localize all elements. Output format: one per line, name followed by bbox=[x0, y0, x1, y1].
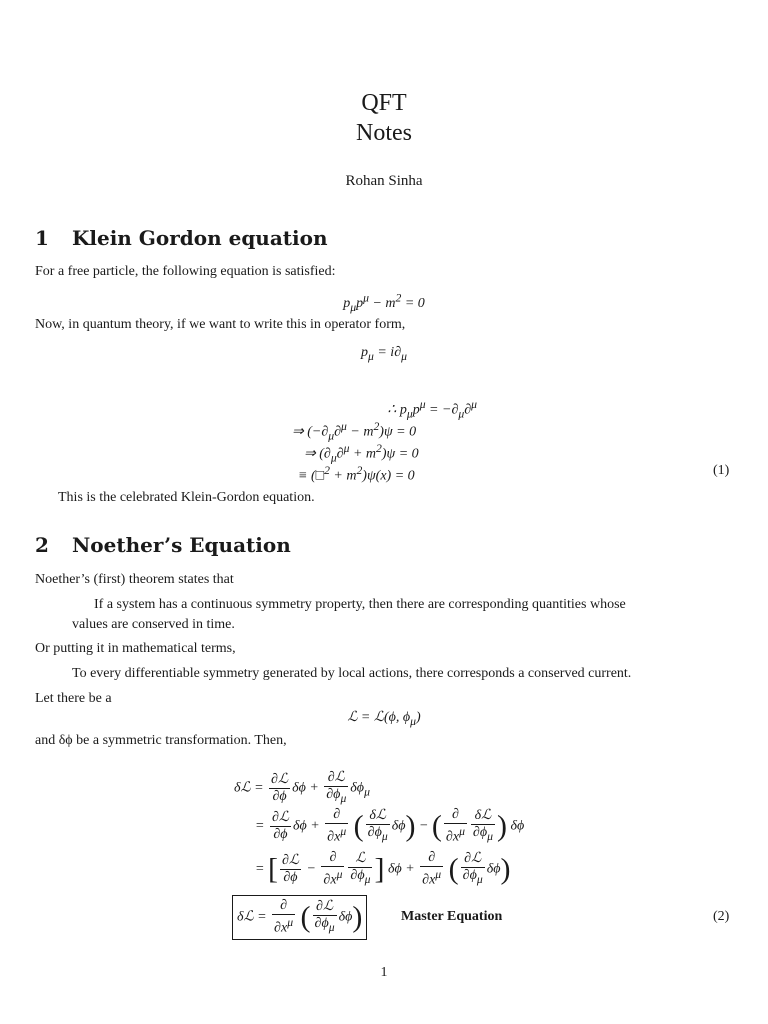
s1-equation-2 bbox=[0, 345, 768, 363]
frac: $\frac{\text{∂ℒ}}{\partial\phi_\mu}$ bbox=[326, 770, 347, 805]
s1-paragraph-3: This is the celebrated Klein-Gordon equation. bbox=[58, 490, 315, 505]
align-line-4: ≡ (□$^2$ + $m^2)\psi(x) = 0$ bbox=[298, 464, 415, 484]
s2-equation-1 bbox=[0, 709, 768, 728]
s1-align-block bbox=[292, 398, 492, 486]
section-1-heading bbox=[35, 226, 328, 250]
frac: $\frac{\text{δℒ}}{\partial\phi_\mu}$ bbox=[472, 807, 493, 843]
section-2-title: Noether’s Equation bbox=[72, 533, 291, 557]
frac: $\frac{\partial}{\partial x^\mu}$ bbox=[274, 898, 294, 936]
equation-tag-1: (1) bbox=[713, 463, 730, 478]
s1-eq2-text: $p_\mu = i\partial_\mu$ bbox=[361, 345, 407, 363]
master-equation-label: Master Equation bbox=[401, 909, 503, 924]
frac: $\frac{\text{∂ℒ}}{\partial\phi}$ bbox=[281, 852, 299, 885]
s2-quote-1-line-2: values are conserved in time. bbox=[72, 617, 235, 632]
derivation-line-1: δℒ = $\frac{\text{∂ℒ}}{\partial\phi}$ δϕ + $\frac{\text{∂ℒ}}{\partial\phi_\mu}$ $\delta\phi_\mu$ bbox=[234, 770, 370, 805]
s1-equation-1 bbox=[0, 291, 768, 313]
s2-quote-1-line-1: If a system has a continuous symmetry property, then there are corresponding quantities whose bbox=[94, 597, 626, 612]
align-line-2: ⇒ $(-\partial_\mu\partial^\mu - m^2)\psi = 0$ bbox=[292, 420, 417, 443]
derivation-line-2: = $\frac{\text{∂ℒ}}{\partial\phi}$ δϕ + $\frac{\partial}{\partial x^\mu}$ ( $\frac{\text{δℒ}}{\partial\phi_\mu}$ δϕ) − ( $\frac{\partial}{\partial x^\mu}$ $\frac{\text{δℒ}}{\partial\phi_\mu}$ ) δϕ bbox=[255, 807, 525, 845]
s2-paragraph-1: Noether’s (first) theorem states that bbox=[35, 572, 234, 587]
frac: $\frac{\partial}{\partial x^\mu}$ bbox=[445, 807, 465, 845]
author: Rohan Sinha bbox=[345, 173, 423, 189]
frac: $\frac{\partial}{\partial x^\mu}$ bbox=[327, 807, 347, 845]
s2-quote-2: To every differentiable symmetry generated by local actions, there corresponds a conserved current. bbox=[72, 666, 632, 681]
section-2-number: 2 bbox=[35, 533, 49, 557]
frac: $\frac{\text{ℒ}}{\partial\phi_\mu}$ bbox=[350, 850, 371, 886]
align-line-3: ⇒ $(\partial_\mu\partial^\mu + m^2)\psi = 0$ bbox=[304, 442, 419, 465]
frac: $\frac{\partial}{\partial x^\mu}$ bbox=[323, 850, 343, 888]
frac: $\frac{\partial}{\partial x^\mu}$ bbox=[422, 850, 442, 888]
s1-paragraph-2: Now, in quantum theory, if we want to write this in operator form, bbox=[35, 317, 406, 332]
section-1-title: Klein Gordon equation bbox=[72, 226, 328, 250]
frac: $\frac{\text{∂ℒ}}{\partial\phi_\mu}$ bbox=[462, 850, 483, 886]
page-number: 1 bbox=[380, 965, 388, 980]
s2-eq1-text: ℒ = ℒ(ϕ, $\phi_\mu$) bbox=[347, 710, 421, 728]
master-equation-box: δℒ = $\frac{\partial}{\partial x^\mu}$ ( $\frac{\text{∂ℒ}}{\partial\phi_\mu}$ δϕ) bbox=[232, 895, 367, 940]
s2-paragraph-2: Or putting it in mathematical terms, bbox=[35, 641, 236, 656]
frac: $\frac{\text{∂ℒ}}{\partial\phi}$ bbox=[271, 771, 289, 804]
section-1-number: 1 bbox=[35, 226, 49, 250]
title-line-1: QFT bbox=[361, 90, 407, 116]
s2-paragraph-4: and δϕ be a symmetric transformation. Then, bbox=[35, 733, 287, 748]
s1-paragraph-1: For a free particle, the following equation is satisfied: bbox=[35, 264, 336, 279]
equation-tag-2: (2) bbox=[713, 909, 730, 924]
s2-paragraph-3: Let there be a bbox=[35, 691, 112, 706]
frac: $\frac{\text{∂ℒ}}{\partial\phi}$ bbox=[271, 809, 289, 842]
align-line-1: ∴ $p_\mu p^\mu = -\partial_\mu\partial^\mu$ bbox=[387, 398, 477, 421]
frac: $\frac{\text{∂ℒ}}{\partial\phi_\mu}$ bbox=[314, 898, 335, 934]
title-line-2: Notes bbox=[356, 120, 412, 146]
section-2-heading bbox=[35, 533, 291, 557]
s1-eq1-text: $p_\mu p^\mu - m^2 = 0$ bbox=[343, 291, 425, 314]
derivation-line-3: = [ $\frac{\text{∂ℒ}}{\partial\phi}$ − $\frac{\partial}{\partial x^\mu}$ $\frac{\text{ℒ}}{\partial\phi_\mu}$ ] δϕ + $\frac{\partial}{\partial x^\mu}$ ( $\frac{\text{∂ℒ}}{\partial\phi_\mu}$ δϕ) bbox=[255, 850, 511, 888]
frac: $\frac{\text{δℒ}}{\partial\phi_\mu}$ bbox=[367, 807, 388, 843]
